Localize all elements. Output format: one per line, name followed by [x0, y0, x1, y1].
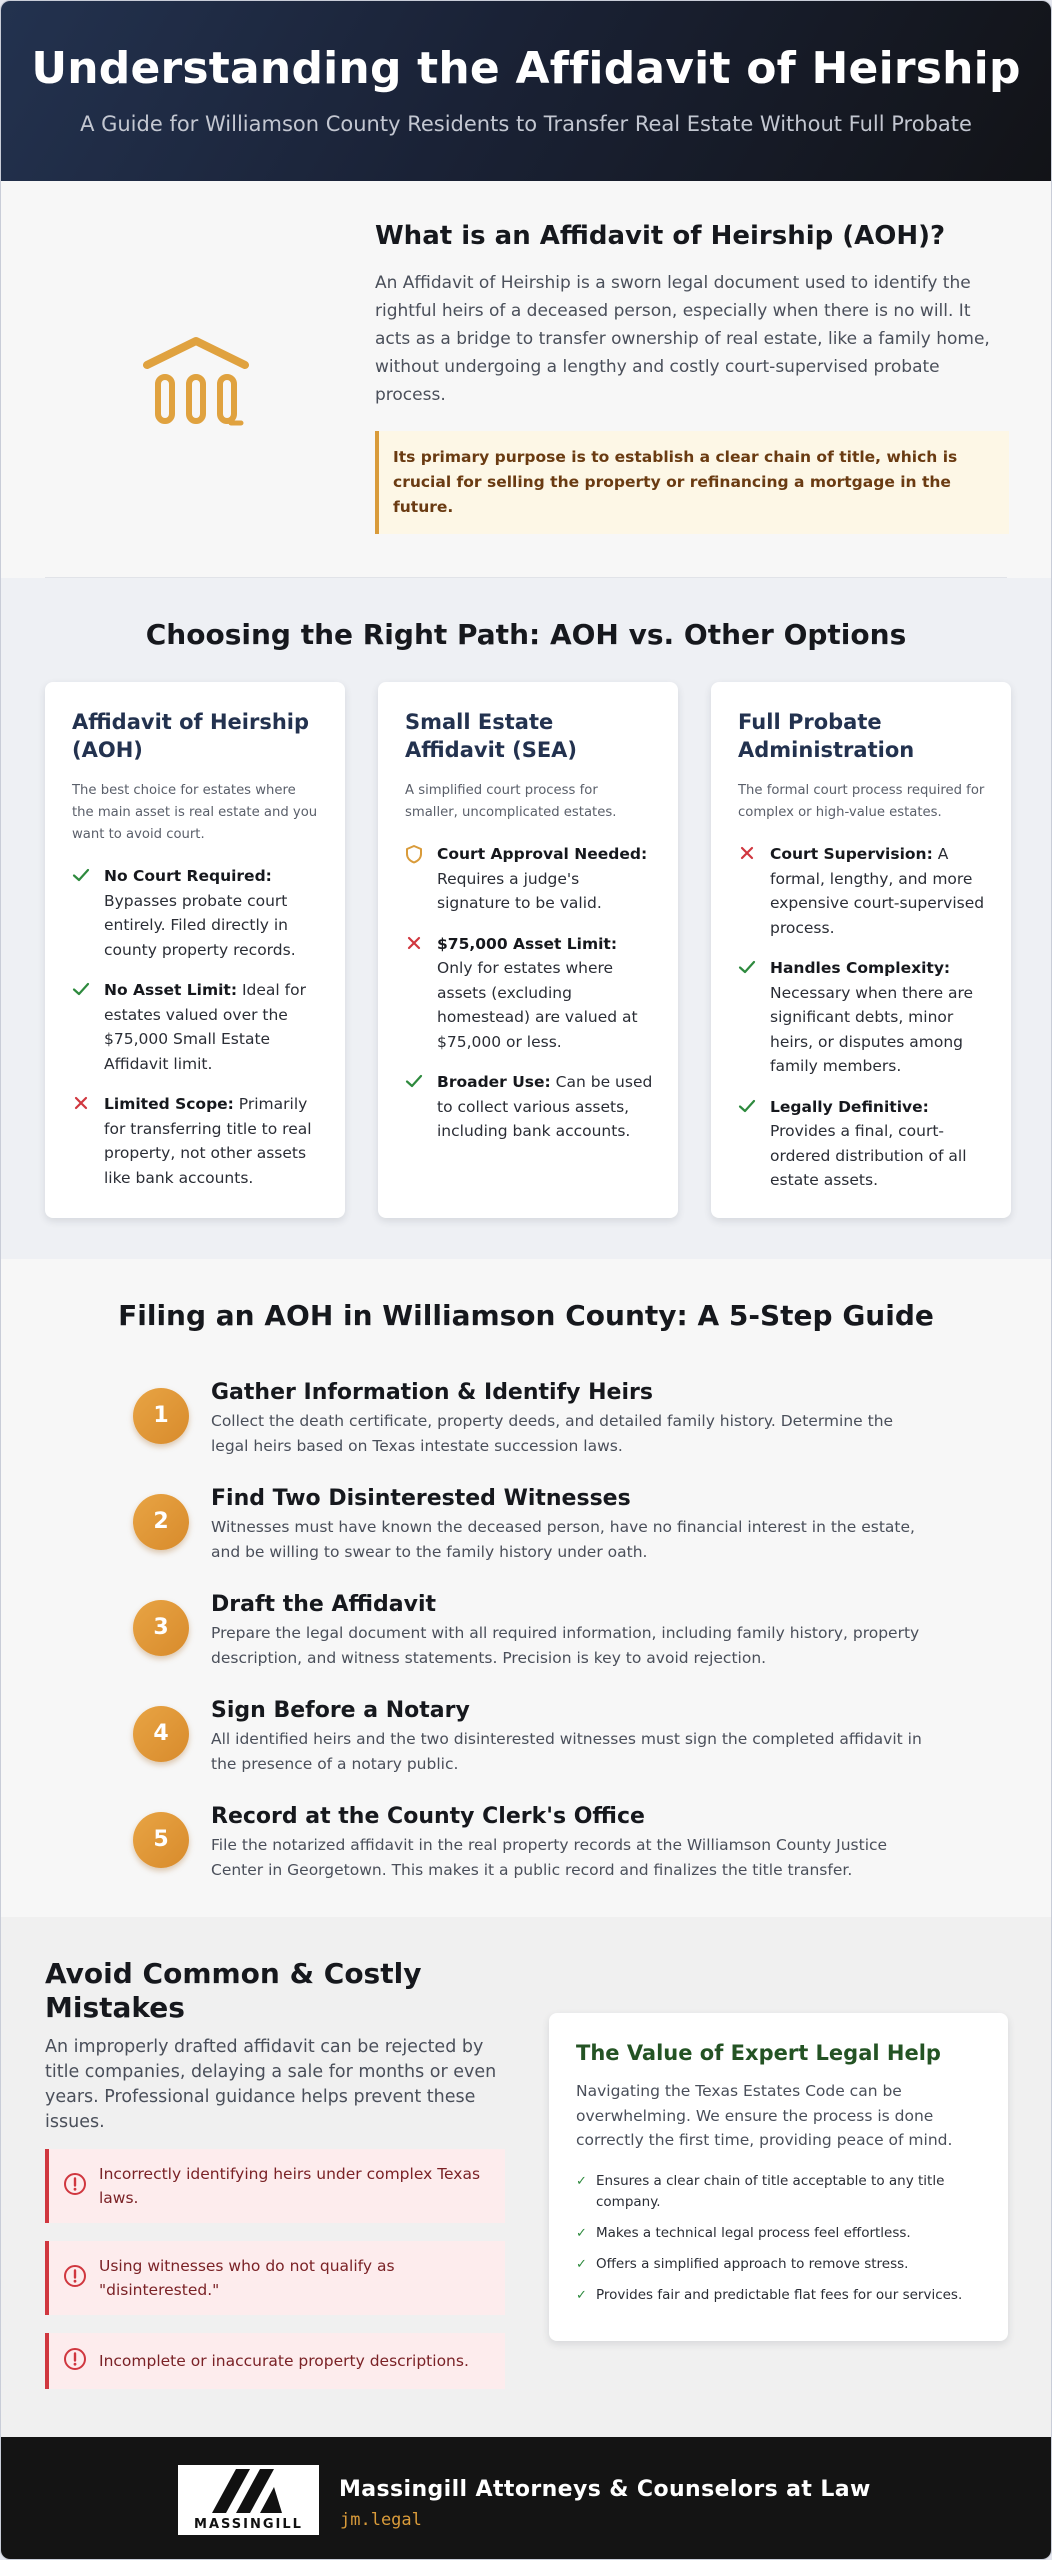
option-card-description: A simplified court process for smaller, uncomplicated estates. [405, 783, 617, 820]
option-card [378, 682, 678, 1218]
check-icon [738, 1095, 770, 1193]
mistake-item [45, 2333, 505, 2389]
point-text [104, 864, 321, 962]
cross-icon [72, 1092, 104, 1190]
step-title: Gather Information & Identify Heirs [211, 1380, 653, 1405]
comparison-section [1, 578, 1051, 1259]
point-text [104, 1092, 321, 1190]
point-detail: Can be used to collect various assets, including bank accounts. [437, 1073, 653, 1140]
logo-wordmark: MASSINGILL [194, 2517, 303, 2532]
option-card-point [405, 842, 654, 916]
shield-icon [405, 842, 437, 916]
mistakes-section [1, 1917, 1051, 2437]
mistakes-lede: An improperly drafted affidavit can be rejected by title companies, delaying a sale for months or even years. Professional guidance helps prevent these issues. [45, 2037, 497, 2132]
help-benefit-item [576, 2223, 981, 2244]
option-card-title: Small Estate Affidavit (SEA) [405, 710, 578, 762]
intro-content [375, 221, 1009, 534]
mistake-item [45, 2241, 505, 2315]
step-item [133, 1381, 923, 1461]
firm-logo[interactable] [178, 2465, 319, 2535]
option-card-title: Full Probate Administration [738, 710, 915, 762]
legal-help-card [549, 2013, 1008, 2341]
point-label: Broader Use: [437, 1073, 551, 1091]
alert-circle-icon [63, 2264, 99, 2292]
check-icon [72, 978, 104, 1076]
point-label: Legally Definitive: [770, 1097, 929, 1116]
option-card-point [72, 864, 321, 962]
help-benefit-list [576, 2171, 981, 2306]
help-heading: The Value of Expert Legal Help [576, 2041, 941, 2065]
help-benefit-item [576, 2285, 981, 2306]
point-text [104, 978, 321, 1076]
option-card-points [405, 842, 654, 1144]
point-label: Handles Complexity: [770, 959, 951, 977]
step-description: Prepare the legal document with all required information, including family history, property description, and witness statements. Precision is key to avoid rejection. [211, 1624, 920, 1667]
point-detail: Ideal for estates valued over the $75,000 Small Estate Affidavit limit. [104, 981, 306, 1073]
step-number-badge: 4 [133, 1706, 189, 1762]
help-benefit-text: Makes a technical legal process feel effortless. [596, 2224, 911, 2241]
option-card [711, 682, 1011, 1218]
point-text [437, 842, 654, 916]
steps-section [1, 1259, 1051, 1917]
checkmark-icon: ✓ [576, 2173, 587, 2189]
intro-section [1, 181, 1051, 578]
page-title: Understanding the Affidavit of Heirship [31, 43, 1021, 94]
alert-circle-icon [63, 2347, 99, 2375]
mistake-item [45, 2149, 505, 2223]
intro-heading: What is an Affidavit of Heirship (AOH)? [375, 221, 946, 251]
alert-circle-icon [63, 2172, 99, 2200]
step-description: Collect the death certificate, property deeds, and detailed family history. Determine the legal heirs based on Texas intestate succession laws. [211, 1412, 894, 1455]
help-benefit-text: Offers a simplified approach to remove stress. [596, 2255, 909, 2272]
check-icon [405, 1070, 437, 1144]
house-pillars-icon [143, 331, 249, 431]
option-card-points [738, 842, 987, 1193]
step-item [133, 1487, 923, 1567]
option-card-description: The best choice for estates where the main asset is real estate and you want to avoid court. [72, 783, 318, 842]
point-text [770, 956, 987, 1079]
option-card-point [738, 842, 987, 940]
step-number-badge: 3 [133, 1600, 189, 1656]
option-card-point [738, 956, 987, 1079]
option-card-points [72, 864, 321, 1190]
mistake-text: Incorrectly identifying heirs under complex Texas laws. [99, 2165, 481, 2207]
step-description: All identified heirs and the two disinterested witnesses must sign the completed affidavit in the presence of a notary public. [211, 1730, 922, 1773]
point-detail: Primarily for transferring title to real property, not other assets like bank accounts. [104, 1095, 312, 1187]
checkmark-icon: ✓ [576, 2225, 587, 2241]
point-label: No Court Required: [104, 867, 272, 885]
option-card-title: Affidavit of Heirship (AOH) [72, 710, 310, 762]
point-text [437, 1070, 654, 1144]
point-detail: Necessary when there are significant debts, minor heirs, or disputes among family members. [770, 983, 974, 1075]
option-card-point [405, 932, 654, 1055]
option-card-point [72, 978, 321, 1076]
point-detail: Bypasses probate court entirely. Filed directly in county property records. [104, 891, 296, 959]
step-title: Sign Before a Notary [211, 1698, 470, 1723]
cross-icon [405, 932, 437, 1055]
cross-icon [738, 842, 770, 940]
point-detail: Requires a judge's signature to be valid. [437, 869, 602, 912]
logo-mark-icon [178, 2465, 319, 2517]
step-title: Draft the Affidavit [211, 1592, 437, 1617]
mistakes-heading: Avoid Common & Costly Mistakes [45, 1957, 422, 2024]
step-item [133, 1593, 923, 1673]
firm-website-link[interactable]: jm.legal [340, 2510, 422, 2530]
intro-body: An Affidavit of Heirship is a sworn legal document used to identify the rightful heirs of a deceased person, especially when there is no will. It acts as a bridge to transfer ownership of real estate, like a family home, without undergoing a lengthy and costly court-supervised probate process. [375, 273, 990, 405]
point-detail: Provides a final, court-ordered distribution of all estate assets. [770, 1122, 967, 1189]
point-label: $75,000 Asset Limit: [437, 934, 618, 953]
help-benefit-text: Ensures a clear chain of title acceptable to any title company. [596, 2172, 945, 2210]
step-number-badge: 5 [133, 1812, 189, 1868]
steps-heading: Filing an AOH in Williamson County: A 5-Step Guide [118, 1299, 934, 1332]
intro-callout: Its primary purpose is to establish a clear chain of title, which is crucial for selling the property or refinancing a mortgage in the future. [375, 431, 1009, 534]
hero-header [1, 1, 1051, 181]
checkmark-icon: ✓ [576, 2256, 587, 2272]
point-text [437, 932, 654, 1055]
step-item [133, 1699, 923, 1779]
mistake-text: Incomplete or inaccurate property descriptions. [99, 2352, 469, 2370]
point-label: No Asset Limit: [104, 981, 238, 999]
help-body: Navigating the Texas Estates Code can be overwhelming. We ensure the process is done correctly the first time, providing peace of mind. [576, 2082, 953, 2149]
step-description: File the notarized affidavit in the real property records at the Williamson County Justice Center in Georgetown. This makes it a public record and finalizes the title transfer. [211, 1836, 888, 1879]
option-card-point [72, 1092, 321, 1190]
check-icon [738, 956, 770, 1079]
option-card-description: The formal court process required for complex or high-value estates. [738, 783, 985, 820]
step-title: Record at the County Clerk's Office [211, 1804, 645, 1829]
help-benefit-text: Provides fair and predictable flat fees for our services. [596, 2286, 963, 2303]
step-number-badge: 1 [133, 1388, 189, 1444]
step-item [133, 1805, 923, 1885]
comparison-heading: Choosing the Right Path: AOH vs. Other Options [145, 618, 907, 651]
help-benefit-item [576, 2171, 981, 2213]
point-text [770, 842, 987, 940]
check-icon [72, 864, 104, 962]
step-number-badge: 2 [133, 1494, 189, 1550]
point-label: Limited Scope: [104, 1095, 234, 1113]
point-detail: A formal, lengthy, and more expensive court-supervised process. [770, 845, 985, 937]
step-description: Witnesses must have known the deceased person, have no financial interest in the estate, and be willing to swear to the family history under oath. [211, 1518, 915, 1561]
page-subtitle: A Guide for Williamson County Residents to Transfer Real Estate Without Full Probate [80, 112, 972, 136]
mistake-text: Using witnesses who do not qualify as "disinterested." [99, 2257, 395, 2299]
point-detail: Only for estates where assets (excluding homestead) are valued at $75,000 or less. [437, 959, 638, 1051]
step-title: Find Two Disinterested Witnesses [211, 1486, 631, 1511]
firm-name: Massingill Attorneys & Counselors at Law [339, 2477, 871, 2502]
checkmark-icon: ✓ [576, 2287, 587, 2303]
point-text [770, 1095, 987, 1193]
option-card-point [405, 1070, 654, 1144]
option-card-point [738, 1095, 987, 1193]
point-label: Court Supervision: [770, 845, 933, 863]
footer [1, 2437, 1051, 2560]
point-label: Court Approval Needed: [437, 845, 648, 863]
option-card [45, 682, 345, 1218]
help-benefit-item [576, 2254, 981, 2275]
